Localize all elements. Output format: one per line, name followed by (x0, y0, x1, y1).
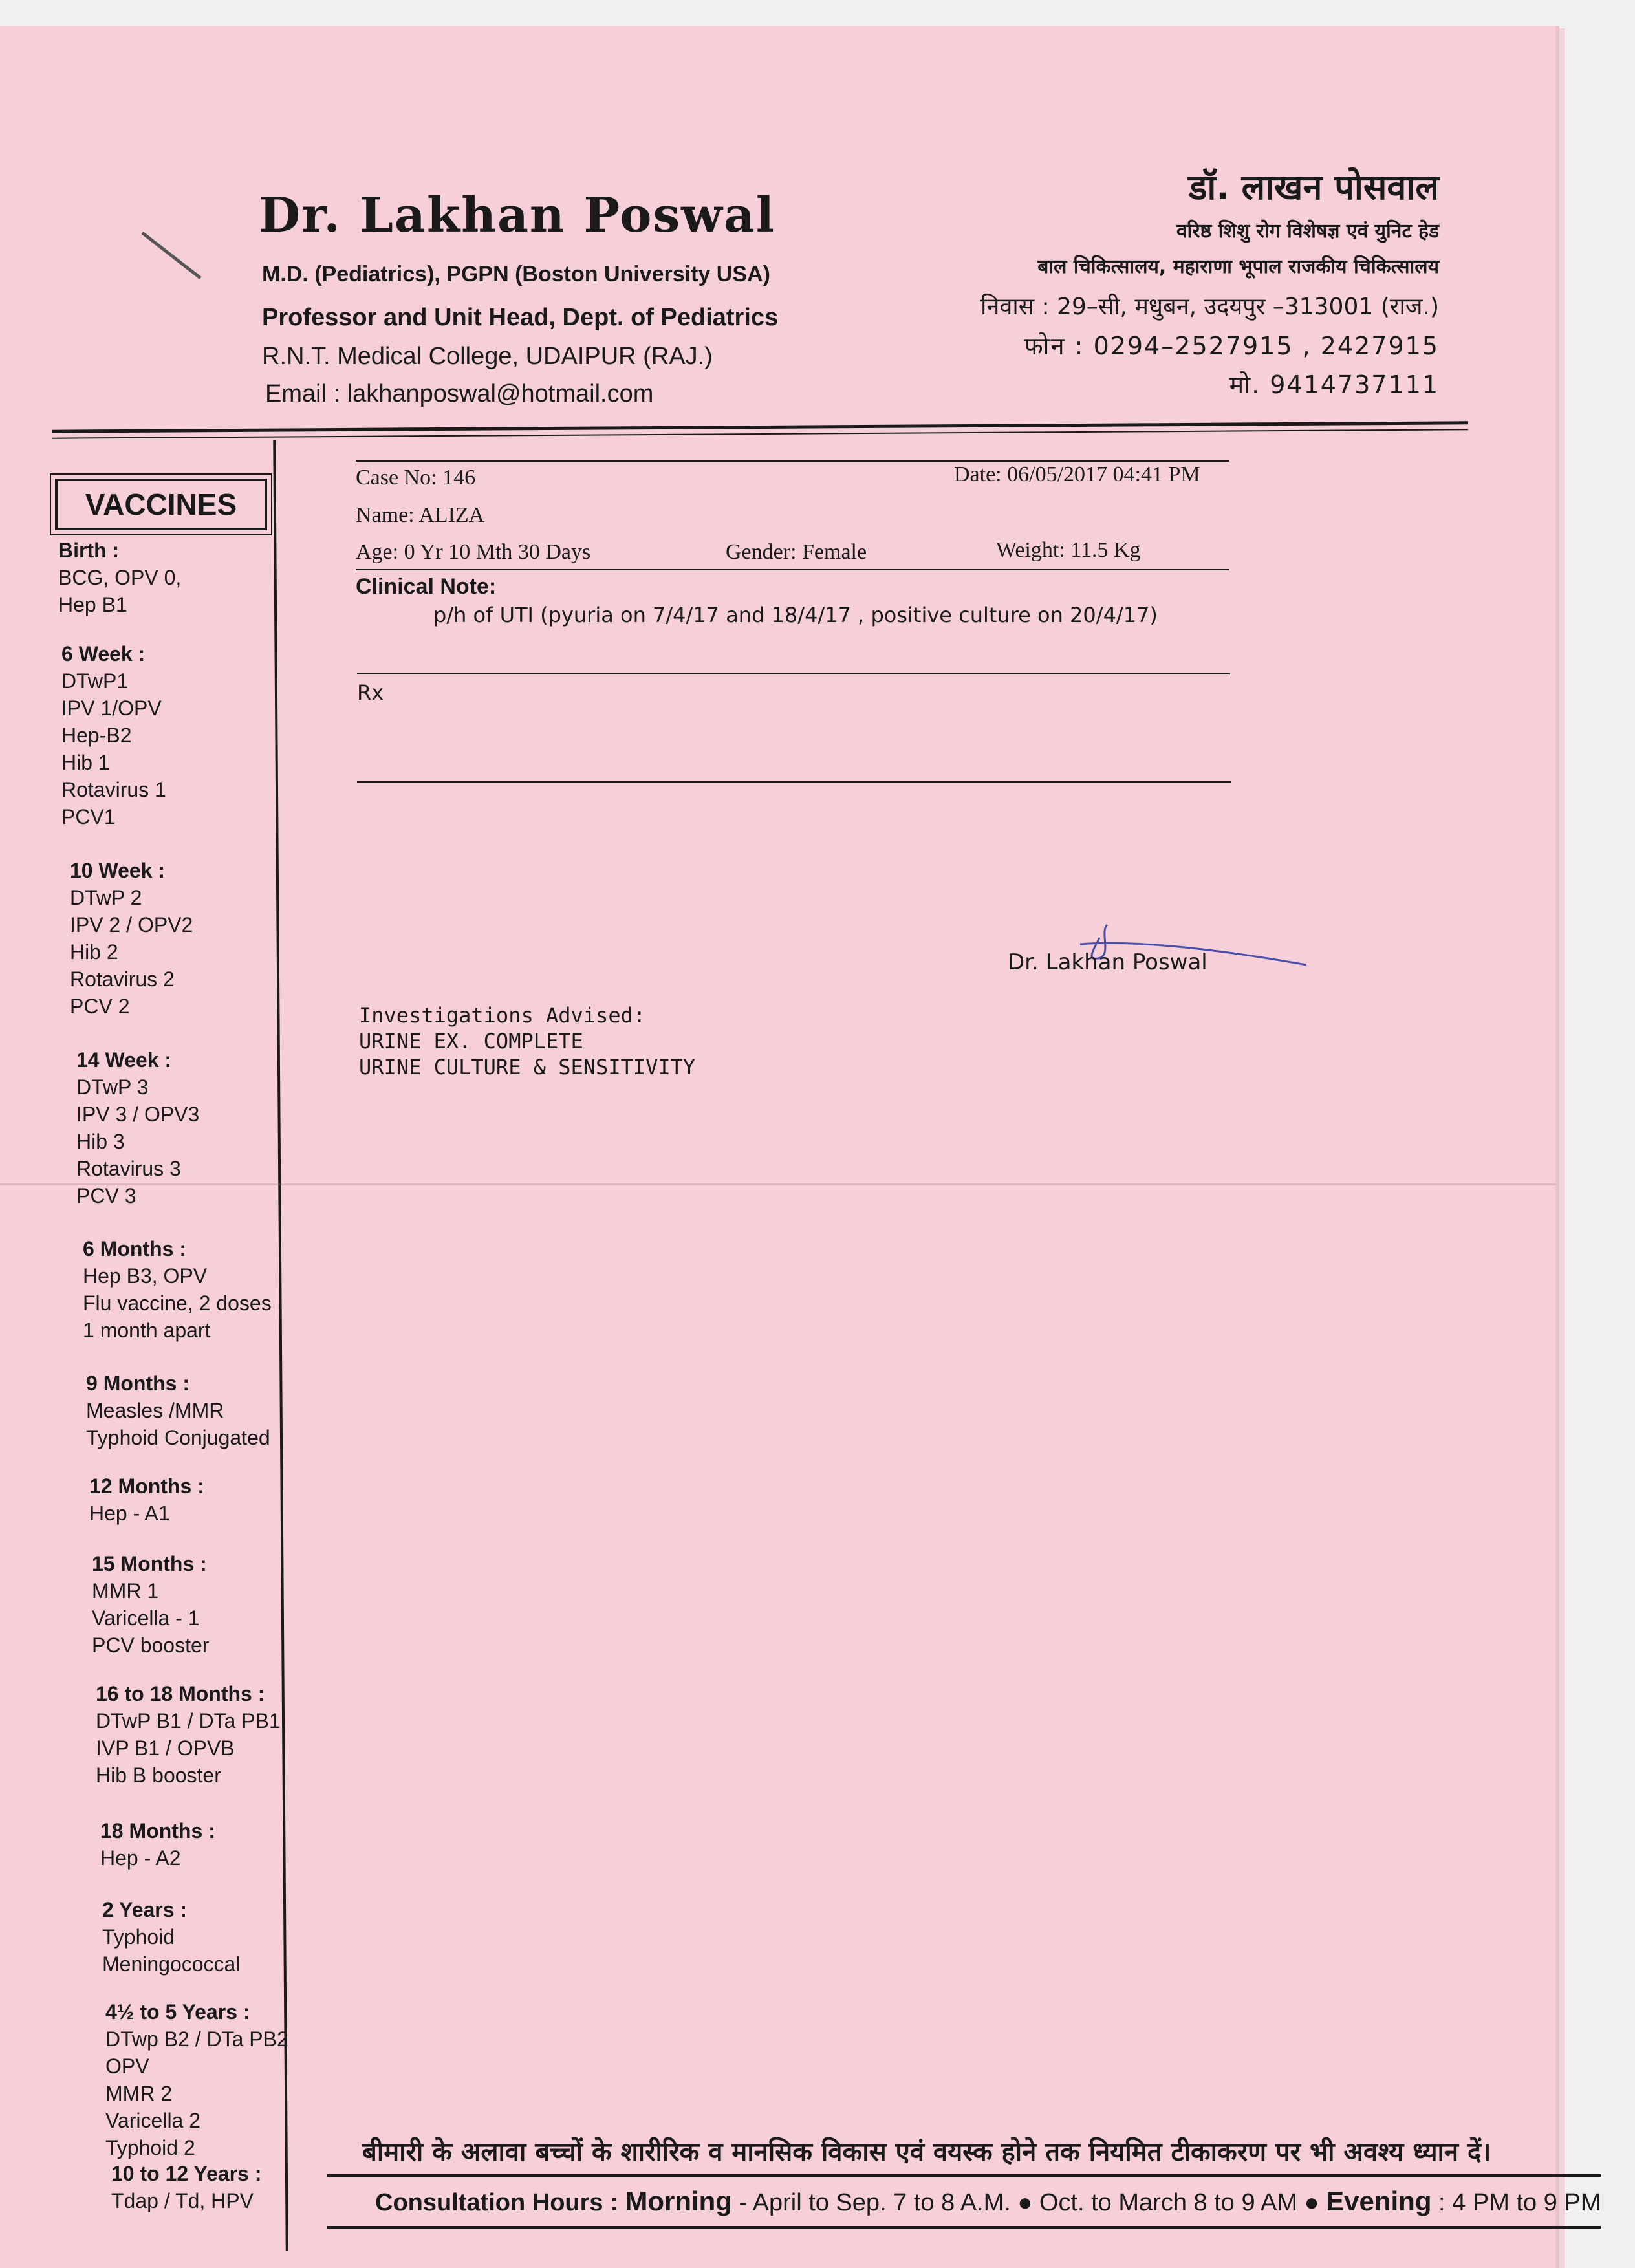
investigations-label: Investigations Advised: (359, 1003, 646, 1028)
vaccine-item: Hib B booster (96, 1764, 221, 1787)
college: R.N.T. Medical College, UDAIPUR (RAJ.) (262, 343, 713, 370)
vaccine-item: Hep - A1 (89, 1502, 170, 1525)
patient-age: Age: 0 Yr 10 Mth 30 Days (356, 540, 591, 564)
vaccine-item: Tdap / Td, HPV (111, 2189, 254, 2212)
vaccine-group-4-5-years (105, 1998, 377, 2161)
vaccine-heading: 12 Months : (89, 1474, 204, 1498)
mobile-hindi: मो. 9414737111 (1229, 371, 1439, 399)
vaccine-item: 1 month apart (83, 1319, 211, 1342)
phone-hindi: फोन : 0294–2527915 , 2427915 (1024, 332, 1439, 360)
evening-label: Evening (1326, 2186, 1432, 2216)
vaccine-heading: 10 Week : (70, 859, 166, 882)
vaccine-item: Typhoid (102, 1925, 175, 1949)
vaccine-item: PCV 2 (70, 995, 130, 1018)
vaccine-item: DTwP 2 (70, 886, 142, 909)
morning-label: Morning (625, 2186, 732, 2216)
vaccine-heading: 6 Week : (61, 642, 146, 665)
vaccine-item: Typhoid Conjugated (86, 1426, 270, 1449)
rx-label: Rx (357, 680, 384, 705)
vaccine-group-birth (58, 537, 330, 618)
visit-date: Date: 06/05/2017 04:41 PM (954, 462, 1200, 486)
investigations (359, 1002, 695, 1080)
footer-rule-bottom (327, 2226, 1601, 2229)
patient-bottom-rule (356, 569, 1229, 570)
vaccine-group-6-months (83, 1235, 354, 1344)
vaccine-heading: 14 Week : (76, 1048, 172, 1072)
vaccine-item: Varicella - 1 (92, 1606, 200, 1630)
vaccine-item: Meningococcal (102, 1952, 241, 1976)
evening-hours: : 4 PM to 9 PM (1431, 2189, 1601, 2216)
vaccine-item: Hep - A2 (100, 1846, 181, 1870)
vaccine-item: DTwP 3 (76, 1075, 149, 1099)
vaccine-group-6-week (61, 640, 333, 830)
vaccine-heading: 16 to 18 Months : (96, 1682, 265, 1705)
designation-hindi: वरिष्ठ शिशु रोग विशेषज्ञ एवं युनिट हेड (1176, 220, 1439, 243)
vaccine-item: IPV 1/OPV (61, 697, 162, 720)
prescription-page (0, 26, 1601, 2268)
vaccine-heading: Birth : (58, 539, 120, 562)
vaccine-heading: 9 Months : (86, 1372, 189, 1395)
clinical-note-text: p/h of UTI (pyuria on 7/4/17 and 18/4/17 , positive culture on 20/4/17) (433, 603, 1158, 627)
vaccine-item: OPV (105, 2055, 149, 2078)
footer-rule-top (327, 2174, 1601, 2177)
vaccine-item: PCV booster (92, 1634, 210, 1657)
vaccine-item: Hib 2 (70, 940, 118, 964)
signature-scribble (1061, 905, 1332, 989)
vaccine-group-12-months (89, 1473, 361, 1527)
footer-hindi-note: बीमारी के अलावा बच्चों के शारीरिक व मानसिक विकास एवं वयस्क होने तक नियमित टीकाकरण पर भी अवश्य ध्यान दें। (362, 2137, 1491, 2167)
vaccine-item: Hep-B2 (61, 724, 132, 747)
morning-hours: - April to Sep. 7 to 8 A.M. ● Oct. to March 8 to 9 AM ● (731, 2189, 1326, 2216)
address-hindi: निवास : 29–सी, मधुबन, उदयपुर –313001 (राज.) (980, 294, 1439, 320)
patient-gender: Gender: Female (726, 540, 867, 564)
vaccine-heading: 15 Months : (92, 1552, 207, 1575)
case-number: Case No: 146 (356, 466, 476, 490)
vaccine-group-15-months (92, 1550, 363, 1659)
clinical-rule (357, 673, 1230, 674)
vaccine-item: Rotavirus 1 (61, 778, 166, 801)
vaccine-group-2-years (102, 1896, 374, 1978)
hospital-hindi: बाल चिकित्सालय, महाराणा भूपाल राजकीय चिकित्सालय (1037, 255, 1439, 278)
investigation-item: URINE CULTURE & SENSITIVITY (359, 1055, 696, 1079)
consultation-label: Consultation Hours : (375, 2189, 618, 2216)
vaccine-item: BCG, OPV 0, (58, 566, 182, 589)
vaccine-item: IPV 2 / OPV2 (70, 913, 193, 936)
vaccine-item: DTwP1 (61, 669, 129, 693)
vaccine-group-18-months (100, 1817, 372, 1872)
vaccine-item: Rotavirus 2 (70, 967, 175, 991)
vaccine-heading: 10 to 12 Years : (111, 2162, 262, 2185)
vaccine-item: Measles /MMR (86, 1399, 224, 1422)
vaccine-item: MMR 2 (105, 2082, 173, 2105)
fold-crease (0, 1183, 1555, 1185)
vaccine-heading: 4½ to 5 Years : (105, 2000, 250, 2024)
clinical-note-label: Clinical Note: (356, 574, 497, 599)
qualification: M.D. (Pediatrics), PGPN (Boston University USA) (262, 262, 770, 286)
vaccine-group-16-18-months (96, 1680, 367, 1789)
vaccine-item: Hep B3, OPV (83, 1264, 208, 1288)
vaccine-group-9-months (86, 1370, 358, 1451)
signature-name: Dr. Lakhan Poswal (1008, 949, 1207, 975)
vaccine-item: PCV1 (61, 805, 116, 828)
vaccine-group-10-week (70, 857, 341, 1020)
vaccine-heading: 6 Months : (83, 1237, 186, 1260)
vaccine-item: Hib 3 (76, 1130, 125, 1153)
doctor-name-english: Dr. Lakhan Poswal (259, 188, 775, 243)
vaccine-item: IPV 3 / OPV3 (76, 1103, 200, 1126)
vaccine-item: Flu vaccine, 2 doses (83, 1291, 272, 1315)
position: Professor and Unit Head, Dept. of Pediatrics (262, 304, 779, 331)
vaccine-item: DTwp B2 / DTa PB2 (105, 2027, 288, 2051)
doctor-name-hindi: डॉ. लाखन पोसवाल (1188, 167, 1439, 208)
vaccine-item: Hep B1 (58, 593, 127, 616)
vaccine-heading: 2 Years : (102, 1898, 188, 1921)
consultation-hours (375, 2186, 1601, 2217)
email: Email : lakhanposwal@hotmail.com (265, 380, 654, 407)
rx-rule (357, 781, 1231, 783)
vaccine-item: Rotavirus 3 (76, 1157, 181, 1180)
vaccine-item: DTwP B1 / DTa PB1 (96, 1709, 281, 1733)
pen-mark (139, 226, 204, 285)
investigation-item: URINE EX. COMPLETE (359, 1029, 583, 1053)
vaccine-item: Typhoid 2 (105, 2136, 195, 2159)
patient-name: Name: ALIZA (356, 503, 485, 527)
vaccine-item: PCV 3 (76, 1184, 136, 1207)
patient-weight: Weight: 11.5 Kg (996, 538, 1141, 562)
vaccine-heading: 18 Months : (100, 1819, 215, 1842)
vaccine-item: IVP B1 / OPVB (96, 1736, 235, 1760)
patient-top-rule (356, 460, 1229, 462)
vaccine-item: Varicella 2 (105, 2109, 201, 2132)
vaccine-group-10-12-years (111, 2160, 383, 2214)
vaccine-item: Hib 1 (61, 751, 110, 774)
vaccine-item: MMR 1 (92, 1579, 159, 1603)
vaccines-title: VACCINES (55, 479, 267, 530)
